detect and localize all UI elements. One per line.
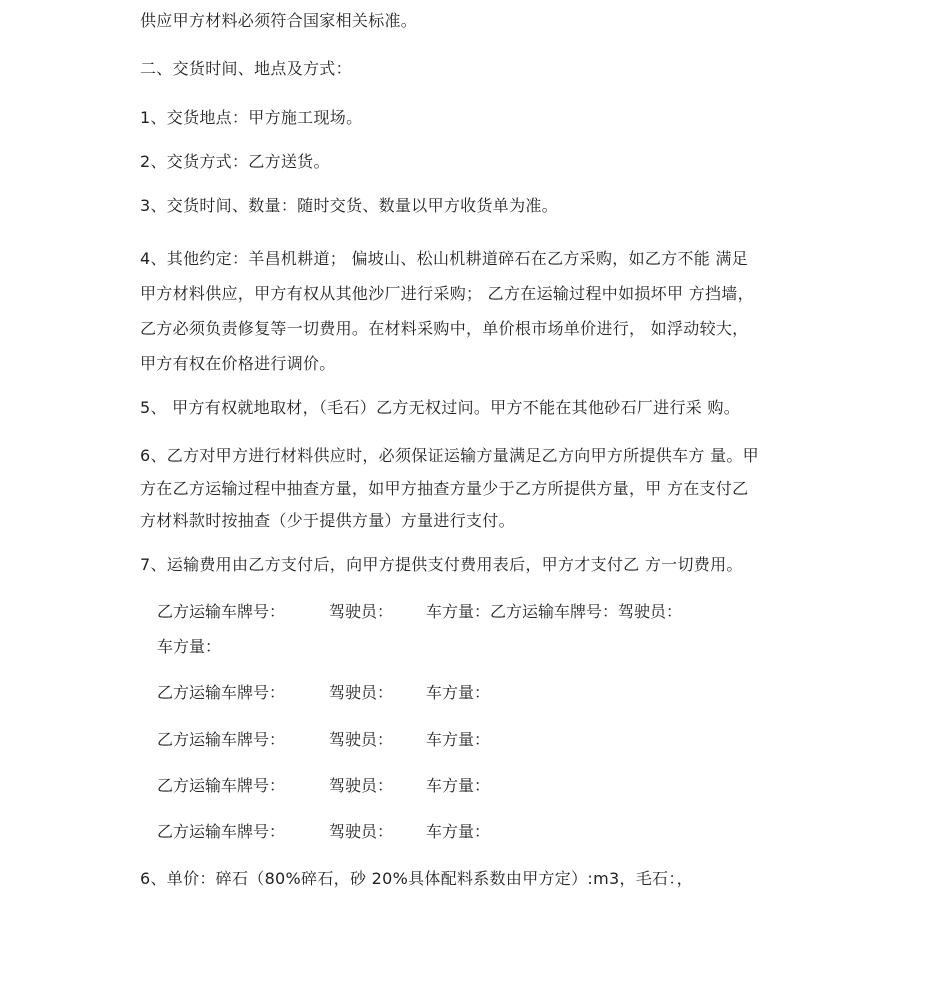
driver-label: 驾驶员： (329, 602, 394, 621)
volume-label: 车方量： (426, 683, 491, 702)
vehicle-row (157, 683, 557, 703)
unit-price-line: 6、单价：碎石（80%碎石，砂 20%具体配料系数由甲方定）:m3，毛石：， (140, 869, 693, 888)
clause-5: 5、 甲方有权就地取材，（毛石）乙方无权过问。甲方不能在其他砂石厂进行采 购。 (140, 398, 741, 417)
clause-4-line-1: 4、其他约定：羊昌机耕道； 偏坡山、松山机耕道碎石在乙方采购，如乙方不能 满足 (140, 249, 749, 268)
clause-7: 7、运输费用由乙方支付后，向甲方提供支付费用表后，甲方才支付乙 方一切费用。 (140, 555, 743, 574)
plate-label: 乙方运输车牌号： (157, 730, 286, 749)
driver-label: 驾驶员： (329, 683, 394, 702)
plate-label: 乙方运输车牌号： (157, 776, 286, 795)
vehicle-row (157, 602, 857, 622)
section-heading: 二、交货时间、地点及方式： (140, 59, 352, 78)
vehicle-row (157, 822, 557, 842)
paragraph-line: 供应甲方材料必须符合国家相关标准。 (140, 11, 418, 30)
vehicle-row-wrap (157, 637, 357, 657)
driver-label: 驾驶员： (329, 776, 394, 795)
clause-3: 3、交货时间、数量：随时交货、数量以甲方收货单为准。 (140, 196, 558, 215)
volume-label: 车方量：乙方运输车牌号：驾驶员： (426, 602, 683, 621)
vehicle-row (157, 776, 557, 796)
vehicle-row (157, 730, 557, 750)
clause-1: 1、交货地点：甲方施工现场。 (140, 108, 363, 127)
plate-label: 乙方运输车牌号： (157, 822, 286, 841)
clause-4-line-2: 甲方材料供应，甲方有权从其他沙厂进行采购； 乙方在运输过程中如损坏甲 方挡墙， (140, 284, 754, 303)
volume-label: 车方量： (157, 637, 222, 656)
clause-6-line-3: 方材料款时按抽查（少于提供方量）方量进行支付。 (140, 511, 515, 530)
volume-label: 车方量： (426, 730, 491, 749)
plate-label: 乙方运输车牌号： (157, 683, 286, 702)
plate-label: 乙方运输车牌号： (157, 602, 286, 621)
driver-label: 驾驶员： (329, 730, 394, 749)
clause-4-line-3: 乙方必须负责修复等一切费用。在材料采购中，单价根市场单价进行， 如浮动较大， (140, 319, 749, 338)
clause-4-line-4: 甲方有权在价格进行调价。 (140, 354, 336, 373)
clause-6-line-1: 6、乙方对甲方进行材料供应时，必须保证运输方量满足乙方向甲方所提供车方 量。甲 (140, 446, 759, 465)
volume-label: 车方量： (426, 776, 491, 795)
clause-6-line-2: 方在乙方运输过程中抽查方量，如甲方抽查方量少于乙方所提供方量，甲 方在支付乙 (140, 479, 749, 498)
driver-label: 驾驶员： (329, 822, 394, 841)
volume-label: 车方量： (426, 822, 491, 841)
clause-2: 2、交货方式：乙方送货。 (140, 152, 330, 171)
